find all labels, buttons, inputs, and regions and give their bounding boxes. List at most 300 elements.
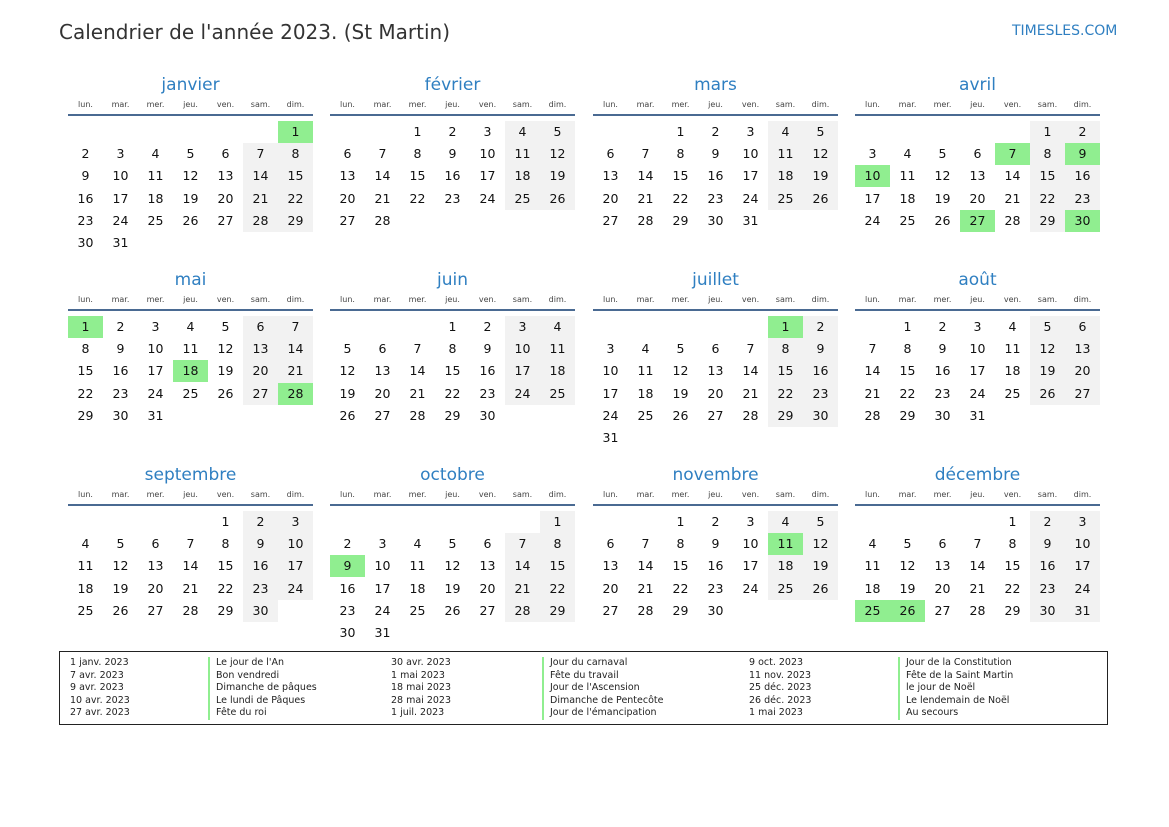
weekday-label: sam. xyxy=(775,490,796,499)
day-cell: 17 xyxy=(742,168,759,184)
day-cell: 8 xyxy=(781,341,790,357)
day-cell: 1 xyxy=(1008,514,1017,529)
day-cell: 21 xyxy=(409,385,426,401)
day-cell: 4 xyxy=(413,536,422,552)
weekday-label: mar. xyxy=(636,100,655,109)
day-cell: 3 xyxy=(973,319,982,334)
legend-date: 1 janv. 2023 xyxy=(70,657,129,668)
day-cell: 6 xyxy=(256,319,265,334)
day-cell: 3 xyxy=(291,514,300,529)
day-cell: 18 xyxy=(514,168,531,184)
holiday-day-cell: 18 xyxy=(173,360,208,382)
day-cell: 8 xyxy=(553,536,562,552)
legend-date: 30 avr. 2023 xyxy=(391,657,451,668)
weekday-header xyxy=(330,294,575,306)
day-cell: 16 xyxy=(112,363,129,379)
day-cell: 22 xyxy=(217,580,234,596)
weekday-label: jeu. xyxy=(183,490,198,499)
day-cell: 14 xyxy=(514,558,531,574)
weekday-label: lun. xyxy=(603,295,618,304)
weekday-label: mer. xyxy=(933,490,952,499)
day-cell: 20 xyxy=(707,385,724,401)
day-cell: 18 xyxy=(637,385,654,401)
day-cell: 5 xyxy=(816,124,825,139)
weekday-label: lun. xyxy=(78,490,93,499)
weekday-header xyxy=(330,489,575,501)
holiday-day-cell: 10 xyxy=(855,165,890,187)
day-cell: 26 xyxy=(112,602,129,618)
day-cell: 20 xyxy=(602,580,619,596)
weekday-label: dim. xyxy=(286,295,305,304)
day-cell: 20 xyxy=(934,580,951,596)
day-cell: 25 xyxy=(777,190,794,206)
holiday-day-cell: 1 xyxy=(278,121,313,143)
day-cell: 27 xyxy=(602,602,619,618)
day-cell: 25 xyxy=(77,602,94,618)
day-cell: 12 xyxy=(672,363,689,379)
weekday-label: dim. xyxy=(548,100,567,109)
day-cell: 13 xyxy=(602,168,619,184)
weekday-label: dim. xyxy=(1073,100,1092,109)
day-cell: 19 xyxy=(444,580,461,596)
day-cell: 29 xyxy=(287,212,304,228)
day-cell: 4 xyxy=(641,341,650,357)
day-cell: 7 xyxy=(256,146,265,162)
month-header-rule xyxy=(330,114,575,116)
legend-date-column xyxy=(70,657,130,720)
weekday-header xyxy=(68,294,313,306)
month-header-rule xyxy=(68,309,313,311)
day-cell: 20 xyxy=(479,580,496,596)
day-cell: 9 xyxy=(711,536,720,552)
day-cell: 16 xyxy=(1074,168,1091,184)
legend-date-column xyxy=(391,657,451,720)
holiday-day-cell: 7 xyxy=(995,143,1030,165)
day-cell: 12 xyxy=(112,558,129,574)
day-cell: 16 xyxy=(707,168,724,184)
day-cell: 18 xyxy=(77,580,94,596)
month-title: décembre xyxy=(934,465,1021,485)
day-cell: 30 xyxy=(934,407,951,423)
day-cell: 27 xyxy=(252,385,269,401)
day-cell: 6 xyxy=(221,146,230,162)
day-cell: 13 xyxy=(147,558,164,574)
holiday-legend xyxy=(59,651,1108,725)
day-cell: 24 xyxy=(1074,580,1091,596)
day-cell: 21 xyxy=(182,580,199,596)
weekday-label: dim. xyxy=(548,490,567,499)
legend-date: 1 mai 2023 xyxy=(391,669,445,681)
day-cell: 2 xyxy=(711,514,720,529)
day-cell: 14 xyxy=(637,558,654,574)
legend-date: 7 avr. 2023 xyxy=(70,669,124,681)
legend-holiday-name: Jour de la Constitution xyxy=(906,657,1012,668)
day-cell: 23 xyxy=(812,385,829,401)
day-cell: 14 xyxy=(742,363,759,379)
day-cell: 17 xyxy=(479,168,496,184)
day-cell: 26 xyxy=(444,602,461,618)
weekday-label: mar. xyxy=(111,295,130,304)
day-cell: 3 xyxy=(116,146,125,162)
day-cell: 13 xyxy=(374,363,391,379)
weekday-header xyxy=(68,489,313,501)
legend-date: 1 juil. 2023 xyxy=(391,707,445,719)
day-cell: 11 xyxy=(77,558,94,574)
day-cell: 30 xyxy=(707,212,724,228)
weekday-label: ven. xyxy=(216,295,235,304)
day-cell: 14 xyxy=(969,558,986,574)
day-cell: 23 xyxy=(1074,190,1091,206)
day-cell: 11 xyxy=(182,341,199,357)
weekday-label: mer. xyxy=(408,490,427,499)
legend-holiday-name: Bon vendredi xyxy=(216,669,280,681)
day-cell: 7 xyxy=(641,146,650,162)
day-cell: 25 xyxy=(899,212,916,228)
day-cell: 16 xyxy=(934,363,951,379)
weekday-label: ven. xyxy=(216,490,235,499)
day-cell: 27 xyxy=(374,407,391,423)
day-cell: 8 xyxy=(221,536,230,552)
day-cell: 29 xyxy=(899,407,916,423)
day-cell: 11 xyxy=(864,558,881,574)
weekday-label: mer. xyxy=(408,100,427,109)
month-title: janvier xyxy=(161,75,220,95)
day-cell: 15 xyxy=(672,558,689,574)
weekday-label: ven. xyxy=(741,295,760,304)
legend-date: 28 mai 2023 xyxy=(391,694,452,706)
day-cell: 25 xyxy=(409,602,426,618)
legend-date: 18 mai 2023 xyxy=(391,682,452,694)
day-cell: 2 xyxy=(81,146,90,162)
day-cell: 5 xyxy=(816,514,825,529)
day-cell: 1 xyxy=(448,319,457,334)
weekday-label: dim. xyxy=(811,490,830,499)
day-cell: 17 xyxy=(602,385,619,401)
day-cell: 7 xyxy=(973,536,982,552)
day-cell: 2 xyxy=(711,124,720,139)
day-cell: 23 xyxy=(934,385,951,401)
day-cell: 9 xyxy=(1043,536,1052,552)
day-cell: 21 xyxy=(1004,190,1021,206)
weekday-label: lun. xyxy=(78,100,93,109)
day-cell: 20 xyxy=(217,190,234,206)
weekday-label: sam. xyxy=(775,100,796,109)
legend-date-column xyxy=(749,657,811,720)
day-cell: 8 xyxy=(1043,146,1052,162)
weekday-label: mar. xyxy=(373,100,392,109)
day-cell: 3 xyxy=(378,536,387,552)
legend-holiday-name: Dimanche de pâques xyxy=(216,682,317,694)
legend-holiday-name: Fête du roi xyxy=(216,707,267,719)
day-cell: 23 xyxy=(112,385,129,401)
weekday-label: jeu. xyxy=(970,295,985,304)
day-cell: 28 xyxy=(252,212,269,228)
month-title: avril xyxy=(959,75,996,95)
day-cell: 2 xyxy=(448,124,457,139)
day-cell: 27 xyxy=(934,602,951,618)
day-cell: 15 xyxy=(549,558,566,574)
day-cell: 14 xyxy=(374,168,391,184)
day-cell: 22 xyxy=(287,190,304,206)
day-cell: 9 xyxy=(483,341,492,357)
day-cell: 7 xyxy=(291,319,300,334)
day-cell: 3 xyxy=(518,319,527,334)
day-cell: 24 xyxy=(864,212,881,228)
day-cell: 27 xyxy=(217,212,234,228)
day-cell: 8 xyxy=(676,536,685,552)
day-cell: 14 xyxy=(864,363,881,379)
month-header-rule xyxy=(68,504,313,506)
site-brand-link[interactable]: TIMESLES.COM xyxy=(1012,23,1118,39)
day-cell: 10 xyxy=(287,536,304,552)
weekday-label: lun. xyxy=(340,295,355,304)
day-cell: 20 xyxy=(374,385,391,401)
day-cell: 17 xyxy=(112,190,129,206)
day-cell: 28 xyxy=(409,407,426,423)
day-cell: 14 xyxy=(287,341,304,357)
day-cell: 2 xyxy=(343,536,352,552)
day-cell: 16 xyxy=(479,363,496,379)
day-cell: 6 xyxy=(938,536,947,552)
day-cell: 26 xyxy=(217,385,234,401)
day-cell: 23 xyxy=(252,580,269,596)
month-title: juillet xyxy=(692,270,739,290)
weekday-label: jeu. xyxy=(183,100,198,109)
day-cell: 22 xyxy=(77,385,94,401)
day-cell: 2 xyxy=(816,319,825,334)
day-cell: 6 xyxy=(973,146,982,162)
weekday-label: lun. xyxy=(340,490,355,499)
day-cell: 28 xyxy=(864,407,881,423)
day-cell: 28 xyxy=(1004,212,1021,228)
day-cell: 28 xyxy=(969,602,986,618)
day-cell: 9 xyxy=(448,146,457,162)
day-cell: 5 xyxy=(903,536,912,552)
day-cell: 19 xyxy=(672,385,689,401)
day-cell: 24 xyxy=(374,602,391,618)
day-cell: 11 xyxy=(777,146,794,162)
weekday-label: lun. xyxy=(865,100,880,109)
day-cell: 5 xyxy=(676,341,685,357)
holiday-day-cell: 1 xyxy=(768,316,803,338)
day-cell: 23 xyxy=(77,212,94,228)
day-cell: 29 xyxy=(672,212,689,228)
weekday-header xyxy=(855,294,1100,306)
day-cell: 11 xyxy=(1004,341,1021,357)
day-cell: 28 xyxy=(374,212,391,228)
day-cell: 22 xyxy=(1039,190,1056,206)
day-cell: 30 xyxy=(112,407,129,423)
day-cell: 8 xyxy=(81,341,90,357)
day-cell: 23 xyxy=(707,580,724,596)
day-cell: 23 xyxy=(339,602,356,618)
day-cell: 28 xyxy=(514,602,531,618)
day-cell: 1 xyxy=(1043,124,1052,139)
day-cell: 15 xyxy=(217,558,234,574)
day-cell: 3 xyxy=(483,124,492,139)
day-cell: 19 xyxy=(812,168,829,184)
day-cell: 4 xyxy=(186,319,195,334)
day-cell: 25 xyxy=(1004,385,1021,401)
day-cell: 22 xyxy=(672,580,689,596)
legend-holiday-name: Au secours xyxy=(906,707,959,719)
day-cell: 16 xyxy=(77,190,94,206)
day-cell: 6 xyxy=(1078,319,1087,334)
weekday-label: ven. xyxy=(216,100,235,109)
day-cell: 16 xyxy=(1039,558,1056,574)
weekday-label: mar. xyxy=(373,490,392,499)
day-cell: 25 xyxy=(182,385,199,401)
day-cell: 21 xyxy=(742,385,759,401)
day-cell: 22 xyxy=(549,580,566,596)
day-cell: 8 xyxy=(676,146,685,162)
day-cell: 2 xyxy=(483,319,492,334)
weekday-label: mar. xyxy=(898,490,917,499)
legend-holiday-name: le jour de Noël xyxy=(906,682,976,694)
page-title: Calendrier de l'année 2023. (St Martin) xyxy=(59,20,451,44)
legend-date: 11 nov. 2023 xyxy=(749,669,812,681)
day-cell: 14 xyxy=(409,363,426,379)
day-cell: 26 xyxy=(549,190,566,206)
day-cell: 29 xyxy=(217,602,234,618)
day-cell: 8 xyxy=(413,146,422,162)
day-cell: 15 xyxy=(444,363,461,379)
legend-date: 27 avr. 2023 xyxy=(70,707,130,719)
day-cell: 15 xyxy=(77,363,94,379)
weekday-label: ven. xyxy=(1003,490,1022,499)
day-cell: 20 xyxy=(252,363,269,379)
day-cell: 23 xyxy=(479,385,496,401)
day-cell: 18 xyxy=(899,190,916,206)
day-cell: 14 xyxy=(182,558,199,574)
day-cell: 13 xyxy=(217,168,234,184)
legend-date: 25 déc. 2023 xyxy=(749,682,812,694)
legend-holiday-name: Jour de l'Ascension xyxy=(550,682,640,694)
day-cell: 5 xyxy=(343,341,352,357)
weekday-label: mar. xyxy=(111,100,130,109)
month-title: mai xyxy=(174,270,207,290)
day-cell: 18 xyxy=(147,190,164,206)
day-cell: 22 xyxy=(409,190,426,206)
day-cell: 12 xyxy=(899,558,916,574)
weekday-label: sam. xyxy=(1037,100,1058,109)
day-cell: 8 xyxy=(448,341,457,357)
weekday-label: dim. xyxy=(286,490,305,499)
day-cell: 18 xyxy=(777,558,794,574)
weekday-label: lun. xyxy=(603,100,618,109)
day-cell: 5 xyxy=(553,124,562,139)
day-cell: 23 xyxy=(707,190,724,206)
day-cell: 17 xyxy=(287,558,304,574)
holiday-day-cell: 1 xyxy=(68,316,103,338)
day-cell: 12 xyxy=(444,558,461,574)
day-cell: 20 xyxy=(339,190,356,206)
day-cell: 13 xyxy=(602,558,619,574)
day-cell: 26 xyxy=(812,190,829,206)
day-cell: 5 xyxy=(448,536,457,552)
day-cell: 4 xyxy=(781,124,790,139)
day-cell: 20 xyxy=(969,190,986,206)
day-cell: 10 xyxy=(479,146,496,162)
day-cell: 25 xyxy=(514,190,531,206)
day-cell: 17 xyxy=(147,363,164,379)
weekday-label: lun. xyxy=(865,490,880,499)
weekday-label: sam. xyxy=(512,490,533,499)
day-cell: 22 xyxy=(444,385,461,401)
day-cell: 10 xyxy=(374,558,391,574)
day-cell: 30 xyxy=(707,602,724,618)
day-cell: 18 xyxy=(864,580,881,596)
day-cell: 5 xyxy=(938,146,947,162)
month-title: août xyxy=(958,270,997,290)
day-cell: 30 xyxy=(339,625,356,640)
legend-holiday-name: Fête de la Saint Martin xyxy=(906,669,1014,681)
weekday-label: dim. xyxy=(548,295,567,304)
day-cell: 18 xyxy=(777,168,794,184)
day-cell: 15 xyxy=(1039,168,1056,184)
day-cell: 4 xyxy=(903,146,912,162)
day-cell: 23 xyxy=(444,190,461,206)
day-cell: 27 xyxy=(147,602,164,618)
day-cell: 9 xyxy=(711,146,720,162)
weekday-label: mar. xyxy=(898,295,917,304)
legend-name-column xyxy=(542,657,664,720)
weekday-label: jeu. xyxy=(708,100,723,109)
day-cell: 29 xyxy=(444,407,461,423)
day-cell: 13 xyxy=(339,168,356,184)
day-cell: 8 xyxy=(291,146,300,162)
day-cell: 31 xyxy=(112,235,129,250)
day-cell: 13 xyxy=(252,341,269,357)
day-cell: 29 xyxy=(549,602,566,618)
legend-holiday-name: Jour du carnaval xyxy=(550,657,628,668)
day-cell: 13 xyxy=(1074,341,1091,357)
day-cell: 16 xyxy=(339,580,356,596)
weekday-label: mer. xyxy=(146,295,165,304)
legend-date: 9 oct. 2023 xyxy=(749,657,804,668)
legend-date: 26 déc. 2023 xyxy=(749,694,812,706)
day-cell: 10 xyxy=(1074,536,1091,552)
day-cell: 26 xyxy=(672,407,689,423)
legend-name-column xyxy=(208,657,317,720)
day-cell: 4 xyxy=(518,124,527,139)
weekday-label: sam. xyxy=(250,295,271,304)
day-cell: 11 xyxy=(549,341,566,357)
weekday-label: sam. xyxy=(1037,295,1058,304)
weekday-label: dim. xyxy=(286,100,305,109)
day-cell: 3 xyxy=(868,146,877,162)
legend-name-column xyxy=(898,657,1013,720)
day-cell: 24 xyxy=(742,580,759,596)
day-cell: 25 xyxy=(637,407,654,423)
day-cell: 21 xyxy=(969,580,986,596)
day-cell: 18 xyxy=(409,580,426,596)
day-cell: 21 xyxy=(514,580,531,596)
weekday-header xyxy=(855,99,1100,111)
day-cell: 22 xyxy=(899,385,916,401)
day-cell: 17 xyxy=(514,363,531,379)
month-header-rule xyxy=(68,114,313,116)
weekday-label: ven. xyxy=(1003,100,1022,109)
weekday-label: lun. xyxy=(340,100,355,109)
day-cell: 29 xyxy=(1004,602,1021,618)
day-cell: 6 xyxy=(151,536,160,552)
day-cell: 6 xyxy=(343,146,352,162)
month-title: février xyxy=(424,75,481,95)
day-cell: 16 xyxy=(707,558,724,574)
day-cell: 31 xyxy=(374,625,391,640)
day-cell: 12 xyxy=(812,536,829,552)
